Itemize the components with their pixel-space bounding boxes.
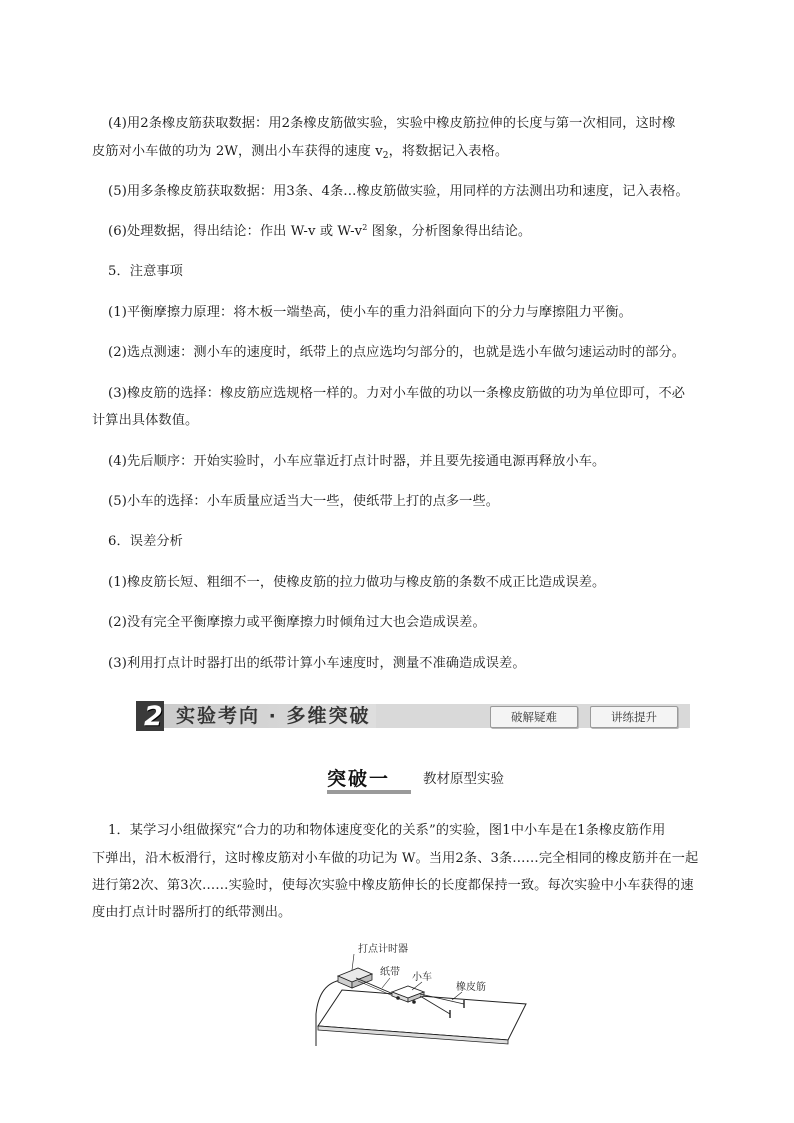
apparatus-diagram [312,938,528,1050]
cart-wheel [412,1000,416,1004]
error-2: (2)没有完全平衡摩擦力或平衡摩擦力时倾角过大也会造成误差。 [108,615,486,630]
paragraph-step-6: (6)处理数据，得出结论：作出 W-v 或 $W-v^2$ 图象，分析图象得出结论。 [108,223,532,239]
label-cart: 小车 [412,972,432,983]
heading-notes: 5．注意事项 [108,264,183,279]
paragraph-step-4: (4)用2条橡皮筋获取数据：用2条橡皮筋做实验，实验中橡皮筋拉伸的长度与第一次相同，这时橡 [108,116,676,131]
error-3: (3)利用打点计时器打出的纸带计算小车速度时，测量不准确造成误差。 [108,656,526,671]
paragraph-step-5: (5)用多条橡皮筋获取数据：用3条、4条…橡皮筋做实验，用同样的方法测出功和速度，记入表格。 [108,184,689,199]
note-1: (1)平衡摩擦力原理：将木板一端垫高，使小车的重力沿斜面向下的分力与摩擦阻力平衡。 [108,305,632,320]
question-1-line-2: 下弹出，沿木板滑行，这时橡皮筋对小车做的功记为 W。当用2条、3条……完全相同的橡皮筋并在一起 [92,851,699,866]
section-subtitle: 教材原型实验 [423,771,504,787]
practice-improve-button[interactable]: 讲练提升 [590,706,678,728]
error-1: (1)橡皮筋长短、粗细不一，使橡皮筋的拉力做功与橡皮筋的条数不成正比造成误差。 [108,575,606,590]
banner-number: 2 [144,701,163,732]
solve-difficulties-button[interactable]: 破解疑难 [490,706,578,728]
note-3: (3)橡皮筋的选择：橡皮筋应选规格一样的。力对小车做的功以一条橡皮筋做的功为单位即可，不必 [108,386,686,401]
paragraph-step-4-cont: 皮筋对小车做的功为 2W，测出小车获得的速度 $v_2$，将数据记入表格。 [92,144,509,161]
section-title: 突破一 [327,768,391,790]
banner-title: 实验考向 · 多维突破 [176,705,371,727]
experiment-figure [312,938,528,1050]
section-title-underline [327,790,411,794]
label-rubber-band: 橡皮筋 [456,982,486,993]
note-3-cont: 计算出具体数值。 [92,413,199,428]
heading-error-analysis: 6．误差分析 [108,534,183,549]
note-4: (4)先后顺序：开始实验时，小车应靠近打点计时器，并且要先接通电源再释放小车。 [108,454,606,469]
cart-wheel [396,996,400,1000]
question-1-line-4: 度由打点计时器所打的纸带测出。 [92,905,292,920]
banner-number-box [136,701,164,731]
note-2: (2)选点测速：测小车的速度时，纸带上的点应选均匀部分的，也就是选小车做匀速运动时的部分。 [108,345,686,360]
note-5: (5)小车的选择：小车质量应适当大一些，使纸带上打的点多一些。 [108,494,500,509]
question-1-line-3: 进行第2次、第3次……实验时，使每次实验中橡皮筋伸长的长度都保持一致。每次实验中小车获得的速 [92,878,694,893]
label-timer: 打点计时器 [358,944,408,955]
question-1-line-1: 1．某学习小组做探究“合力的功和物体速度变化的关系”的实验，图1中小车是在1条橡皮筋作用 [108,823,666,838]
label-tape: 纸带 [380,967,400,978]
section-banner [136,701,690,731]
